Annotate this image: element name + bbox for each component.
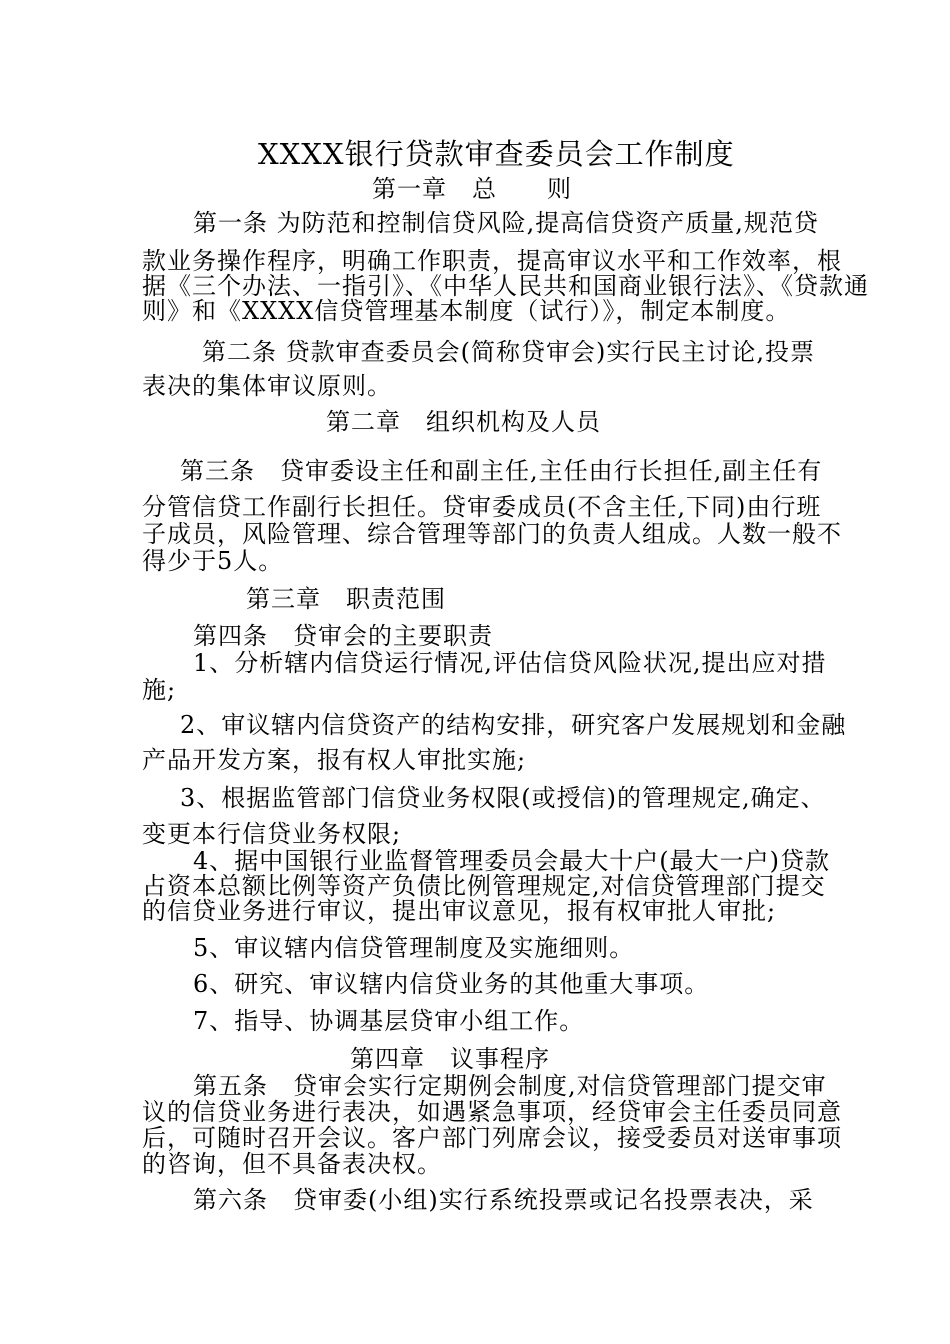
- paragraph-line: 款业务操作程序，明确工作职责，提高审议水平和工作效率，根: [142, 247, 842, 275]
- paragraph-line: 则》和《XXXX信贷管理基本制度（试行）》，制定本制度。: [142, 297, 791, 325]
- paragraph-line: 表决的集体审议原则。: [142, 372, 392, 400]
- chapter-heading: 第三章 职责范围: [246, 585, 446, 613]
- chapter-heading: 第一章 总 则: [372, 175, 572, 203]
- paragraph-line: 5、审议辖内信贷管理制度及实施细则。: [193, 934, 635, 962]
- paragraph-line: 后，可随时召开会议。客户部门列席会议，接受委员对送审事项: [142, 1124, 842, 1152]
- paragraph-line: 变更本行信贷业务权限;: [142, 820, 402, 848]
- paragraph-line: 据《三个办法、一指引》、《中华人民共和国商业银行法》、《贷款通: [142, 272, 869, 300]
- paragraph-line: 6、研究、审议辖内信贷业务的其他重大事项。: [193, 970, 710, 998]
- paragraph-line: 第三条 贷审委设主任和副主任,主任由行长担任,副主任有: [180, 457, 823, 485]
- chapter-heading: 第四章 议事程序: [350, 1045, 550, 1073]
- paragraph-line: 占资本总额比例等资产负债比例管理规定,对信贷管理部门提交: [142, 872, 826, 900]
- paragraph-line: 第四条 贷审会的主要职责: [193, 622, 493, 650]
- paragraph-line: 的信贷业务进行审议，提出审议意见，报有权审批人审批;: [142, 897, 777, 925]
- document-title: XXXX银行贷款审查委员会工作制度: [258, 137, 735, 171]
- paragraph-line: 分管信贷工作副行长担任。贷审委成员(不含主任,下同)由行班: [142, 493, 822, 521]
- paragraph-line: 1、分析辖内信贷运行情况,评估信贷风险状况,提出应对措: [193, 649, 827, 677]
- chapter-heading: 第二章 组织机构及人员: [326, 408, 601, 436]
- paragraph-line: 2、审议辖内信贷资产的结构安排，研究客户发展规划和金融: [180, 711, 847, 739]
- paragraph-line: 第二条 贷款审查委员会(简称贷审会)实行民主讨论,投票: [202, 338, 815, 366]
- paragraph-line: 的咨询，但不具备表决权。: [142, 1150, 442, 1178]
- paragraph-line: 施;: [142, 676, 177, 704]
- paragraph-line: 第一条 为防范和控制信贷风险,提高信贷资产质量,规范贷: [193, 209, 819, 237]
- paragraph-line: 议的信贷业务进行表决，如遇紧急事项，经贷审会主任委员同意: [142, 1098, 842, 1126]
- paragraph-line: 得少于5人。: [142, 547, 284, 575]
- paragraph-line: 7、指导、协调基层贷审小组工作。: [193, 1007, 585, 1035]
- paragraph-line: 3、根据监管部门信贷业务权限(或授信)的管理规定,确定、: [180, 784, 826, 812]
- paragraph-line: 4、据中国银行业监督管理委员会最大十户(最大一户)贷款: [193, 847, 830, 875]
- paragraph-line: 第五条 贷审会实行定期例会制度,对信贷管理部门提交审: [193, 1072, 827, 1100]
- paragraph-line: 第六条 贷审委(小组)实行系统投票或记名投票表决，采: [193, 1186, 814, 1214]
- paragraph-line: 产品开发方案，报有权人审批实施;: [142, 746, 527, 774]
- paragraph-line: 子成员，风险管理、综合管理等部门的负责人组成。人数一般不: [142, 520, 842, 548]
